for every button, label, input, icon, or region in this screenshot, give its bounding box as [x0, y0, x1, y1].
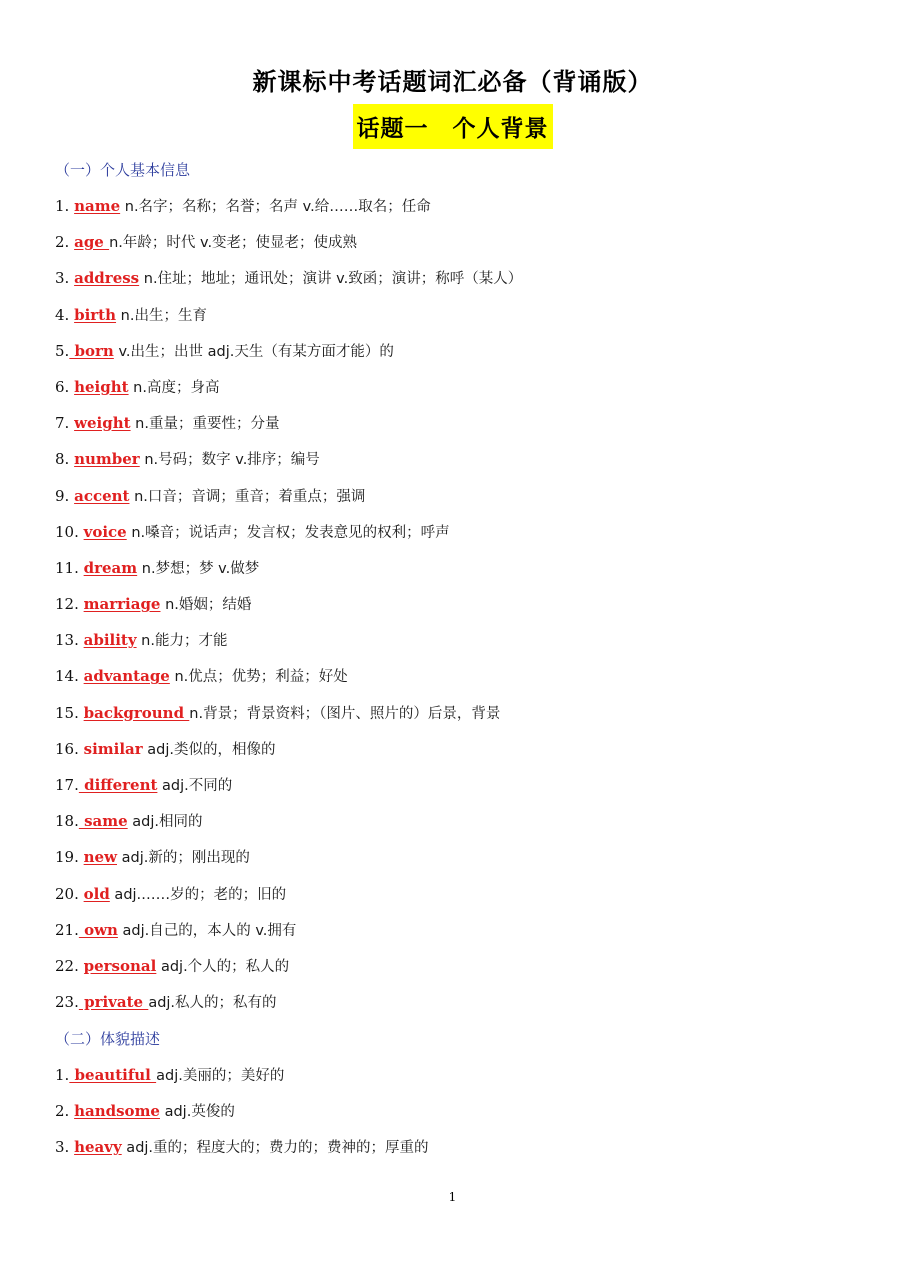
vocab-word: heavy: [74, 1138, 122, 1157]
vocab-word: dream: [83, 558, 138, 577]
vocab-entry: [55, 1057, 885, 1093]
page-number: 1: [448, 1190, 457, 1204]
vocab-definition: adj.不同的: [157, 778, 233, 794]
entry-number: 19.: [55, 848, 84, 867]
vocab-definition: n.能力；才能: [136, 633, 228, 650]
vocab-definition: n.高度；身高: [128, 379, 220, 396]
vocab-word: weight: [74, 414, 131, 433]
vocab-word: voice: [83, 522, 127, 541]
vocab-word: different: [78, 776, 158, 794]
vocab-entry: [55, 1093, 885, 1129]
vocab-definition: adj.新的；刚出现的: [117, 850, 250, 867]
vocab-definition: n.梦想；梦 v.做梦: [137, 560, 260, 577]
vocab-definition: n.号码；数字 v.排序；编号: [139, 452, 320, 469]
vocab-word: same: [78, 812, 128, 831]
section-heading: （一）个人基本信息: [55, 161, 191, 179]
vocab-entry: [55, 441, 885, 477]
vocab-definition: n.年龄；时代 v.变老；使显老；使成熟: [109, 235, 358, 252]
vocab-definition: adj.私人的；私有的: [148, 995, 277, 1012]
vocab-entry: [55, 839, 885, 875]
vocab-definition: adj.英俊的: [159, 1104, 235, 1121]
vocab-word: number: [74, 450, 140, 469]
topic-title-wrap: [0, 104, 905, 149]
entry-number: 3.: [55, 1138, 75, 1157]
vocab-definition: n.优点；优势；利益；好处: [169, 669, 348, 686]
vocab-entry: [55, 478, 885, 514]
vocab-word: marriage: [83, 595, 161, 614]
entry-number: 2.: [55, 233, 75, 252]
vocab-entry: [55, 550, 885, 586]
vocab-word: accent: [74, 486, 130, 505]
section-appearance: [55, 1021, 885, 1166]
vocab-entry: [55, 586, 885, 622]
entry-number: 4.: [55, 305, 75, 324]
entry-number: 5.: [55, 341, 70, 360]
vocab-definition: n.婚姻；结婚: [160, 597, 252, 614]
entry-number: 15.: [55, 703, 84, 722]
entry-number: 6.: [55, 377, 75, 396]
vocab-word: advantage: [83, 667, 170, 686]
vocab-entry: [55, 514, 885, 550]
vocab-word: address: [74, 269, 140, 288]
vocab-definition: adj.……岁的；老的；旧的: [109, 886, 287, 903]
entry-number: 16.: [55, 739, 84, 758]
vocab-entry: [55, 333, 885, 369]
vocab-word: ability: [83, 631, 137, 650]
vocab-entry: [55, 369, 885, 405]
vocab-definition: v.出生；出世 adj.天生（有某方面才能）的: [113, 343, 394, 360]
entry-number: 2.: [55, 1102, 75, 1121]
vocab-definition: n.重量；重要性；分量: [130, 416, 280, 433]
vocab-word: birth: [74, 305, 117, 324]
vocab-word: name: [74, 197, 121, 215]
vocab-word: similar: [83, 739, 143, 758]
vocab-entry: [55, 984, 885, 1020]
vocab-entry: [55, 297, 885, 333]
vocab-entry: [55, 948, 885, 984]
vocab-entry: [55, 912, 885, 948]
vocab-word: old: [83, 884, 110, 903]
section-personal-info: [55, 152, 885, 1020]
vocab-definition: adj.相同的: [127, 814, 203, 831]
vocab-list: [55, 188, 885, 1020]
entry-number: 3.: [55, 269, 75, 288]
entry-number: 21.: [55, 920, 79, 939]
vocab-definition: n.名字；名称；名誉；名声 v.给……取名；任命: [120, 199, 431, 215]
vocab-word: background: [83, 703, 190, 722]
section-heading: （二）体貌描述: [55, 1030, 161, 1048]
entry-number: 22.: [55, 956, 84, 975]
vocab-entry: [55, 1129, 885, 1165]
vocab-entry: [55, 188, 885, 224]
vocab-word: own: [78, 920, 118, 939]
vocab-word: beautiful: [69, 1066, 157, 1084]
vocab-word: height: [74, 377, 129, 396]
entry-number: 14.: [55, 667, 84, 686]
vocab-definition: n.口音；音调；重音；着重点；强调: [129, 488, 366, 505]
vocab-entry: [55, 622, 885, 658]
vocab-definition: n.出生；生育: [116, 307, 207, 324]
entry-number: 17.: [55, 776, 79, 794]
entry-number: 12.: [55, 595, 84, 614]
vocab-entry: [55, 224, 885, 260]
vocab-entry: [55, 658, 885, 694]
vocab-definition: n.嗓音；说话声；发言权；发表意见的权利；呼声: [126, 524, 450, 541]
vocab-definition: n.背景；背景资料；（图片、照片的）后景，背景: [189, 705, 501, 722]
entry-number: 8.: [55, 450, 75, 469]
vocab-word: private: [78, 993, 149, 1012]
entry-number: 1.: [55, 1066, 70, 1084]
vocab-definition: adj.个人的；私人的: [156, 958, 290, 975]
entry-number: 20.: [55, 884, 84, 903]
vocab-entry: [55, 803, 885, 839]
vocab-definition: adj.美丽的；美好的: [156, 1068, 285, 1084]
vocab-word: personal: [83, 956, 157, 975]
vocab-definition: adj.重的；程度大的；费力的；费神的；厚重的: [121, 1140, 429, 1157]
vocab-entry: [55, 876, 885, 912]
vocab-entry: [55, 405, 885, 441]
vocab-word: handsome: [74, 1102, 160, 1121]
vocab-entry: [55, 260, 885, 296]
vocab-definition: n.住址；地址；通讯处；演讲 v.致函；演讲；称呼（某人）: [139, 271, 523, 288]
vocab-entry: [55, 695, 885, 731]
topic-title: 话题一 个人背景: [353, 104, 553, 149]
vocab-list: [55, 1057, 885, 1166]
vocab-definition: adj.类似的，相像的: [142, 741, 276, 758]
vocab-word: age: [74, 233, 110, 252]
entry-number: 9.: [55, 486, 75, 505]
vocab-entry: [55, 731, 885, 767]
vocab-definition: adj.自己的，本人的 v.拥有: [117, 922, 297, 939]
vocab-entry: [55, 767, 885, 803]
entry-number: 18.: [55, 812, 79, 831]
vocab-word: new: [83, 848, 117, 867]
entry-number: 7.: [55, 414, 75, 433]
entry-number: 11.: [55, 558, 84, 577]
vocab-word: born: [69, 341, 114, 360]
entry-number: 13.: [55, 631, 84, 650]
entry-number: 1.: [55, 197, 75, 215]
entry-number: 23.: [55, 993, 79, 1012]
entry-number: 10.: [55, 522, 84, 541]
document-title: 新课标中考话题词汇必备（背诵版）: [252, 68, 653, 96]
